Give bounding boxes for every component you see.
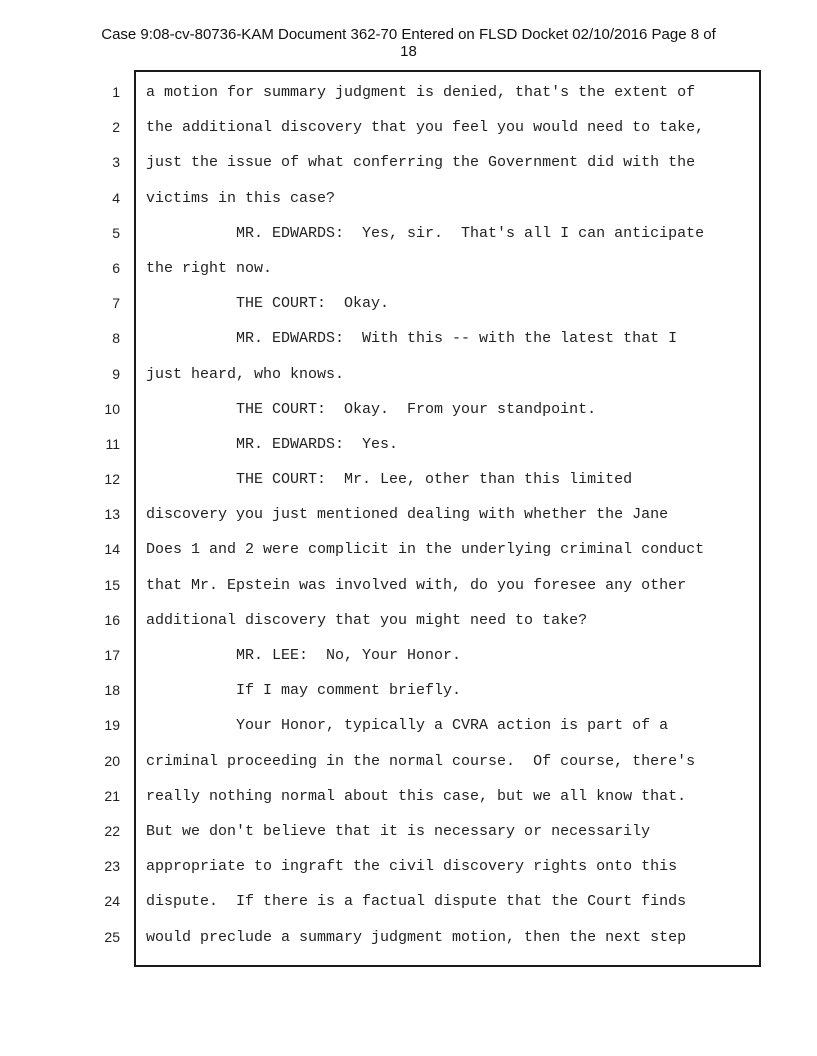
transcript-line: the right now. [146, 259, 273, 277]
line-number-column [90, 75, 120, 955]
line-number: 24 [104, 893, 120, 910]
line-number: 16 [104, 611, 120, 628]
transcript-line: If I may comment briefly. [146, 682, 462, 700]
line-number: 4 [112, 189, 120, 206]
transcript-line: MR. EDWARDS: With this -- with the latest that I [146, 330, 678, 348]
transcript-line: MR. LEE: No, Your Honor. [146, 647, 462, 664]
line-number: 7 [112, 295, 120, 312]
line-number: 19 [104, 717, 120, 734]
transcript-line: THE COURT: Okay. From your standpoint. [146, 400, 597, 418]
line-number: 10 [104, 400, 120, 417]
line-number: 25 [104, 928, 120, 945]
line-number: 22 [104, 822, 120, 839]
line-number: 5 [112, 224, 120, 241]
transcript-line: criminal proceeding in the normal course. Of course, there's [146, 752, 696, 770]
transcript-line: really nothing normal about this case, but we all know that. [146, 787, 687, 805]
transcript-line: THE COURT: Okay. [146, 295, 390, 313]
transcript-line: the additional discovery that you feel you would need to take, [146, 119, 705, 137]
transcript-line: a motion for summary judgment is denied, that's the extent of [146, 84, 696, 101]
line-number: 13 [104, 506, 120, 523]
line-number: 17 [104, 647, 120, 663]
transcript-line: But we don't believe that it is necessary or necessarily [146, 822, 651, 840]
transcript-line: just heard, who knows. [146, 365, 345, 383]
docket-header-line-2: 18 [400, 43, 417, 60]
line-number: 11 [105, 435, 120, 452]
line-number: 2 [112, 119, 120, 136]
transcript-line: dispute. If there is a factual dispute that the Court finds [146, 893, 687, 911]
transcript-line: just the issue of what conferring the Government did with the [146, 154, 696, 172]
transcript-line: THE COURT: Mr. Lee, other than this limited [146, 471, 633, 489]
line-number: 12 [104, 471, 120, 488]
line-number: 8 [112, 330, 120, 347]
line-number: 1 [112, 84, 120, 100]
line-number: 20 [104, 752, 120, 769]
transcript-line: that Mr. Epstein was involved with, do you foresee any other [146, 576, 687, 594]
transcript-line: appropriate to ingraft the civil discovery rights onto this [146, 858, 678, 876]
transcript-line: MR. EDWARDS: Yes. [146, 435, 399, 453]
line-number: 23 [104, 858, 120, 875]
line-number: 14 [104, 541, 120, 558]
transcript-line: MR. EDWARDS: Yes, sir. That's all I can anticipate [146, 224, 705, 242]
line-number: 9 [112, 365, 120, 382]
docket-header-line-1: Case 9:08-cv-80736-KAM Document 362-70 Entered on FLSD Docket 02/10/2016 Page 8 of [101, 26, 716, 43]
transcript-line: Does 1 and 2 were complicit in the underlying criminal conduct [146, 541, 705, 559]
transcript-line: would preclude a summary judgment motion, then the next step [146, 928, 687, 946]
line-number: 3 [112, 154, 120, 171]
transcript-line: victims in this case? [146, 189, 336, 207]
line-number: 21 [104, 787, 120, 804]
line-number: 15 [104, 576, 120, 593]
docket-header [0, 26, 817, 60]
line-number: 6 [112, 259, 120, 276]
transcript-line: Your Honor, typically a CVRA action is part of a [146, 717, 669, 735]
transcript-line: additional discovery that you might need to take? [146, 611, 588, 629]
transcript-line: discovery you just mentioned dealing with whether the Jane [146, 506, 669, 524]
line-number: 18 [104, 682, 120, 699]
transcript-text [146, 75, 756, 955]
